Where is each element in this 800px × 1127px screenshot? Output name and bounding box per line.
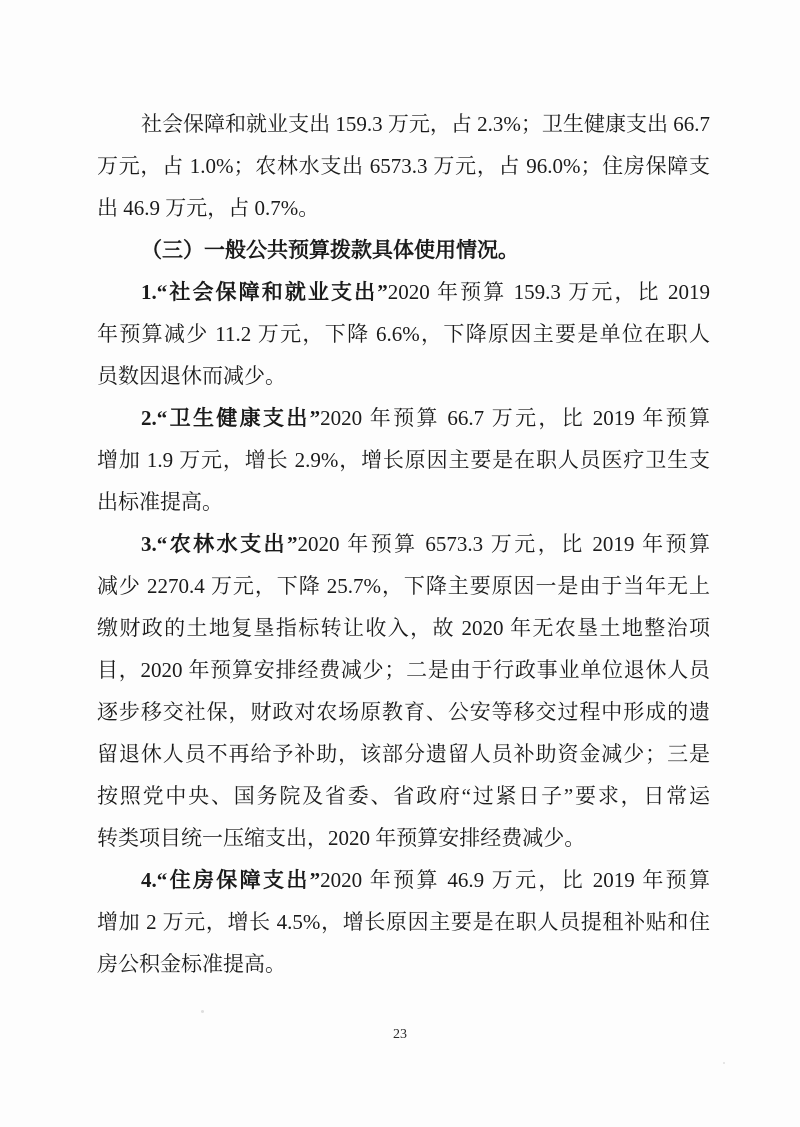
text-run: 目，2020 年预算安排经费减少；二是由于行政事业单位退休人员 (97, 658, 710, 682)
text-run: 转类项目统一压缩支出，2020 年预算安排经费减少。 (97, 826, 586, 850)
scan-artifact-dot (201, 1010, 204, 1013)
text-run: 出 46.9 万元，占 0.7%。 (97, 196, 320, 220)
page-number: 23 (393, 1027, 407, 1042)
text-run: 逐步移交社保，财政对农场原教育、公安等移交过程中形成的遗 (97, 700, 710, 724)
paragraph-item-4-housing (97, 859, 710, 985)
text-line (97, 103, 710, 145)
bold-text-run: 1.“社会保障和就业支出” (141, 280, 388, 304)
paragraph-item-3-agriculture-forestry-water (97, 523, 710, 859)
text-run: 员数因退休而减少。 (97, 364, 286, 388)
text-line (97, 145, 710, 187)
text-line (97, 523, 710, 565)
text-line (97, 691, 710, 733)
text-line (97, 943, 710, 985)
bold-text-run: 4.“住房保障支出” (141, 868, 321, 892)
text-line (97, 901, 710, 943)
text-line (97, 229, 710, 271)
text-run: 年预算减少 11.2 万元，下降 6.6%，下降原因主要是单位在职人 (97, 322, 710, 346)
text-line (97, 733, 710, 775)
text-line (97, 355, 710, 397)
scan-artifact-dot (723, 1062, 725, 1064)
text-line (97, 817, 710, 859)
text-run: 万元，占 1.0%；农林水支出 6573.3 万元，占 96.0%；住房保障支 (97, 154, 710, 178)
text-line (97, 397, 710, 439)
text-run: 增加 1.9 万元，增长 2.9%，增长原因主要是在职人员医疗卫生支 (97, 448, 710, 472)
text-run: 2020 年预算 159.3 万元，比 2019 (387, 280, 710, 304)
text-run: 增加 2 万元，增长 4.5%，增长原因主要是在职人员提租补贴和住 (97, 910, 710, 934)
text-run: 2020 年预算 6573.3 万元，比 2019 年预算 (297, 532, 710, 556)
text-line (97, 565, 710, 607)
text-line (97, 859, 710, 901)
text-run: 减少 2270.4 万元，下降 25.7%，下降主要原因一是由于当年无上 (97, 574, 710, 598)
text-body (97, 103, 710, 985)
bold-text-run: （三）一般公共预算拨款具体使用情况。 (141, 238, 519, 262)
paragraph-section-heading (97, 229, 710, 271)
text-run: 按照党中央、国务院及省委、省政府“过紧日子”要求，日常运 (97, 784, 710, 808)
bold-text-run: 3.“农林水支出” (141, 532, 298, 556)
bold-text-run: 2.“卫生健康支出” (141, 406, 321, 430)
text-line (97, 649, 710, 691)
paragraph-summary-percentages (97, 103, 710, 229)
paragraph-item-1-social-security (97, 271, 710, 397)
text-run: 2020 年预算 46.9 万元，比 2019 年预算 (320, 868, 710, 892)
text-run: 缴财政的土地复垦指标转让收入，故 2020 年无农垦土地整治项 (97, 616, 710, 640)
paragraph-item-2-health (97, 397, 710, 523)
text-line (97, 313, 710, 355)
text-run: 出标准提高。 (97, 490, 223, 514)
text-run: 社会保障和就业支出 159.3 万元，占 2.3%；卫生健康支出 66.7 (141, 112, 710, 136)
text-line (97, 271, 710, 313)
text-run: 2020 年预算 66.7 万元，比 2019 年预算 (320, 406, 710, 430)
text-run: 房公积金标准提高。 (97, 952, 286, 976)
text-line (97, 187, 710, 229)
text-line (97, 607, 710, 649)
text-run: 留退休人员不再给予补助，该部分遗留人员补助资金减少；三是 (97, 742, 710, 766)
text-line (97, 439, 710, 481)
text-line (97, 481, 710, 523)
text-line (97, 775, 710, 817)
